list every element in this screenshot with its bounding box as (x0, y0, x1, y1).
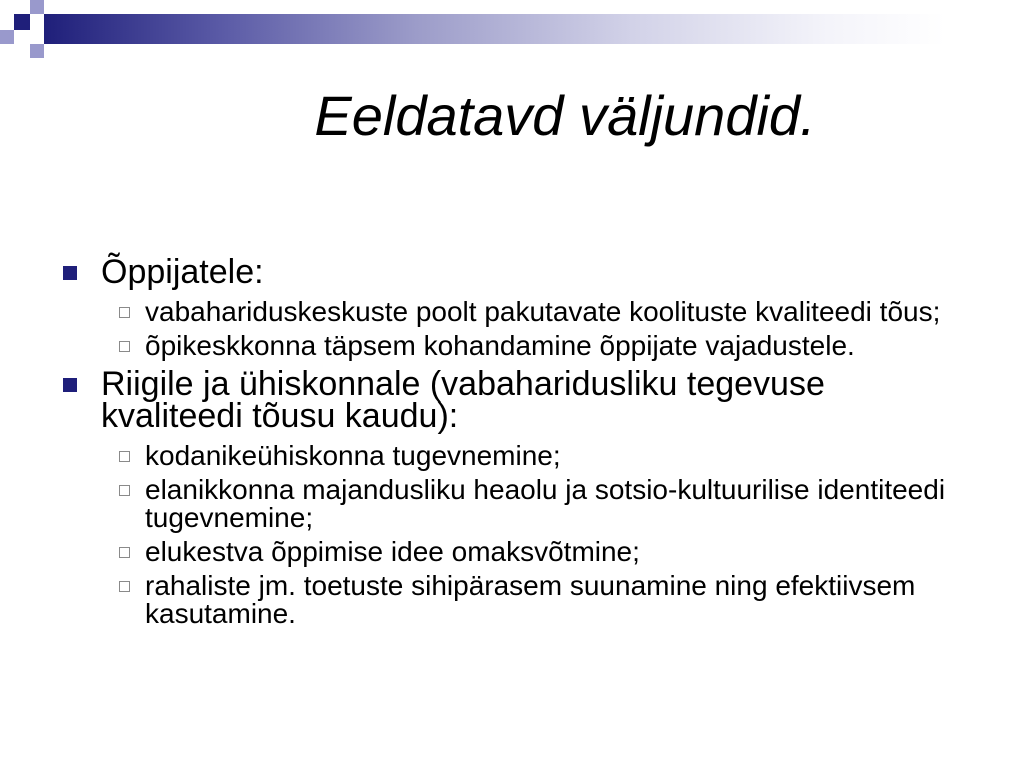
hollow-square-bullet-icon (119, 547, 130, 558)
sub-bullet-item (0, 538, 958, 566)
sub-bullet-text: kodanikeühiskonna tugevnemine; (145, 440, 561, 471)
slide-body (0, 253, 958, 629)
hollow-square-bullet-icon (119, 307, 130, 318)
sub-bullet-text: elanikkonna majandusliku heaolu ja sotsio-kultuurilise identiteedi tugevnemine; (145, 474, 946, 533)
decor-square (0, 30, 14, 44)
bullet-text: Õppijatele: (101, 253, 264, 291)
square-bullet-icon (63, 378, 77, 392)
sub-bullet-item (0, 298, 958, 326)
bullet-text: Riigile ja ühiskonnale (vabaharidusliku tegevuse kvaliteedi tõusu kaudu): (101, 365, 825, 435)
sub-bullet-list (0, 442, 958, 628)
sub-bullet-list (0, 298, 958, 360)
sub-bullet-text: rahaliste jm. toetuste sihipärasem suunamine ning efektiivsem kasutamine. (145, 570, 916, 629)
decor-square (14, 14, 30, 30)
sub-bullet-text: vabahariduskeskuste poolt pakutavate koolituste kvaliteedi tõus; (145, 296, 941, 327)
decor-square (30, 44, 44, 58)
hollow-square-bullet-icon (119, 485, 130, 496)
hollow-square-bullet-icon (119, 341, 130, 352)
sub-bullet-item (0, 476, 958, 532)
hollow-square-bullet-icon (119, 451, 130, 462)
hollow-square-bullet-icon (119, 581, 130, 592)
sub-bullet-item (0, 442, 958, 470)
sub-bullet-item (0, 332, 958, 360)
header-gradient-bar (44, 14, 1024, 44)
sub-bullet-text: õpikeskkonna täpsem kohandamine õppijate vajadustele. (145, 330, 855, 361)
bullet-item (0, 253, 958, 291)
square-bullet-icon (63, 266, 77, 280)
decor-square (30, 0, 44, 14)
slide-title: Eeldatavd väljundid. (314, 84, 816, 147)
sub-bullet-item (0, 572, 958, 628)
sub-bullet-text: elukestva õppimise idee omaksvõtmine; (145, 536, 640, 567)
bullet-item (0, 365, 958, 435)
header-decoration (0, 0, 1024, 60)
